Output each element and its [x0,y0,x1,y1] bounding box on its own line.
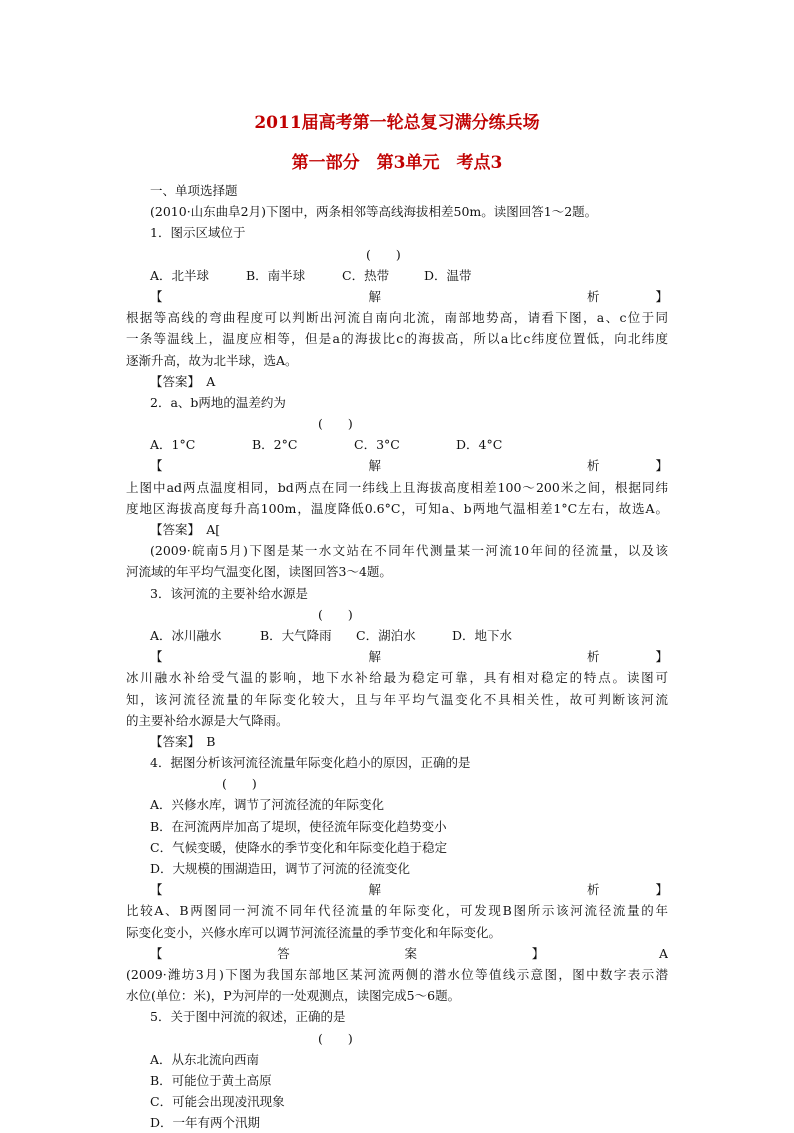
question-1-answer: 【答案】 A [150,373,216,389]
bracket-close: 】 [655,288,668,304]
question-5-stem: 5．关于图中河流的叙述，正确的是 [150,1009,346,1025]
bracket-open: 【 [150,945,163,961]
question-3-analysis-head [126,646,668,667]
question-2-analysis-line: 度地区海拔高度每升高100m，温度降低0.6°C，可知a、b两地气温相差1°C左右，故选A。 [126,500,668,516]
analysis-char-2: 析 [586,458,600,474]
question-3-analysis-line: 知，该河流径流量的年际变化较大，且与年平均气温变化不具相关性，故可判断该河流 [126,691,668,707]
bracket-close: 】 [655,882,668,898]
bracket-close: 】 [655,458,668,474]
question-4-stem: 4．据图分析该河流径流量年际变化趋小的原因，正确的是 [150,755,471,771]
question-1-analysis-head [126,286,668,307]
bracket-open: 【 [150,458,163,474]
question-4-analysis-line: 比较A、B两图同一河流不同年代径流量的年际变化，可发现B图所示该河流径流量的年 [126,903,668,919]
bracket-close: 】 [531,945,545,961]
question-2-analysis-line: 上图中ad两点温度相同，bd两点在同一纬线上且海拔高度相差100～200米之间，根据同纬 [126,479,668,495]
answer-char-1: 答 [277,945,290,961]
question-2-analysis-head [126,455,668,476]
option-d: D．大规模的围湖造田，调节了河流的径流变化 [150,861,411,876]
bracket-open: 【 [150,882,163,898]
question-5-paren: ( ) [318,1030,353,1046]
option-b: B．大气降雨 [260,627,332,643]
question-3-analysis-line: 的主要补给水源是大气降雨。 [126,712,289,728]
document-subtitle: 第一部分 第3单元 考点3 [291,153,503,173]
option-d: D．一年有两个汛期 [150,1115,261,1131]
question-3-analysis-line: 冰川融水补给受气温的影响，地下水补给最为稳定可靠，具有相对稳定的特点。读图可 [126,670,668,686]
option-b: B．在河流两岸加高了堤坝，使径流年际变化趋势变小 [150,818,447,834]
question-2-paren: ( ) [318,416,353,432]
option-b: B．可能位于黄土高原 [150,1072,272,1088]
analysis-char-2: 析 [586,288,600,304]
option-a: A．1°C [150,437,196,453]
option-a: A．冰川融水 [150,627,222,643]
option-c: C．热带 [342,267,390,283]
option-d: D．地下水 [452,627,513,643]
bracket-open: 【 [150,649,163,665]
analysis-char-2: 析 [586,882,600,898]
question-1-paren: ( ) [366,246,401,262]
option-c: C．湖泊水 [356,627,416,643]
question-3-options [126,625,668,646]
analysis-char-1: 解 [368,458,381,474]
question-3-stem: 3．该河流的主要补给水源是 [150,585,308,601]
question-4-paren: ( ) [222,776,257,792]
question-1-stem: 1．图示区域位于 [150,225,246,241]
question-3-paren: ( ) [318,606,353,622]
option-a: A．北半球 [150,267,210,283]
intro-text-3: (2009·潍坊3月)下图为我国东部地区某河流两侧的潜水位等值线示意图，图中数字表示潜 [126,966,668,982]
question-3-answer: 【答案】 B [150,733,216,749]
option-c: C．气候变暖，使降水的季节变化和年际变化趋于稳定 [150,839,448,855]
document-title: 2011届高考第一轮总复习满分练兵场 [254,113,540,133]
question-1-analysis-line: 逐渐升高，故为北半球，选A。 [126,352,298,368]
option-c: C．可能会出现凌汛现象 [150,1094,285,1110]
answer-char-2: 案 [404,945,417,961]
question-4-analysis-line: 际变化变小，兴修水库可以调节河流径流量的季节变化和年际变化。 [126,924,502,940]
section-heading: 一、单项选择题 [150,183,238,198]
analysis-char-1: 解 [368,649,381,665]
intro-text-2: (2009·皖南5月)下图是某一水文站在不同年代测量某一河流10年间的径流量，以及该 [150,543,668,559]
bracket-open: 【 [150,288,163,304]
intro-text-2: 河流域的年平均气温变化图，读图回答3～4题。 [126,564,392,580]
analysis-char-1: 解 [368,882,381,898]
question-4-answer-head [126,943,668,964]
intro-text-3: 水位(单位：米)，P为河岸的一处观测点，读图完成5～6题。 [126,988,461,1004]
question-2-options [126,434,668,455]
document-body [126,180,668,1133]
question-1-analysis-line: 一条等温线上，温度应相等，但是a的海拔比c的海拔高，所以a比c纬度位置低，向北纬度 [126,331,668,347]
answer-value: A [658,945,668,961]
option-c: C．3°C [354,437,400,453]
option-b: B．2°C [252,437,298,453]
option-b: B．南半球 [246,267,306,283]
question-2-answer: 【答案】 A[ [150,522,221,537]
question-4-analysis-head [126,879,668,900]
question-1-options [126,265,668,286]
option-d: D．4°C [456,437,503,453]
bracket-close: 】 [655,649,668,665]
option-d: D．温带 [424,267,472,283]
analysis-char-2: 析 [586,649,600,665]
intro-text-1: (2010·山东曲阜2月)下图中，两条相邻等高线海拔相差50m。读图回答1～2题。 [150,204,598,220]
analysis-char-1: 解 [368,288,381,304]
option-a: A．从东北流向西南 [150,1051,260,1067]
question-2-stem: 2．a、b两地的温差约为 [150,394,286,410]
question-1-analysis-line: 根据等高线的弯曲程度可以判断出河流自南向北流，南部地势高，请看下图，a、c位于同 [126,310,668,326]
option-a: A．兴修水库，调节了河流径流的年际变化 [150,797,385,813]
